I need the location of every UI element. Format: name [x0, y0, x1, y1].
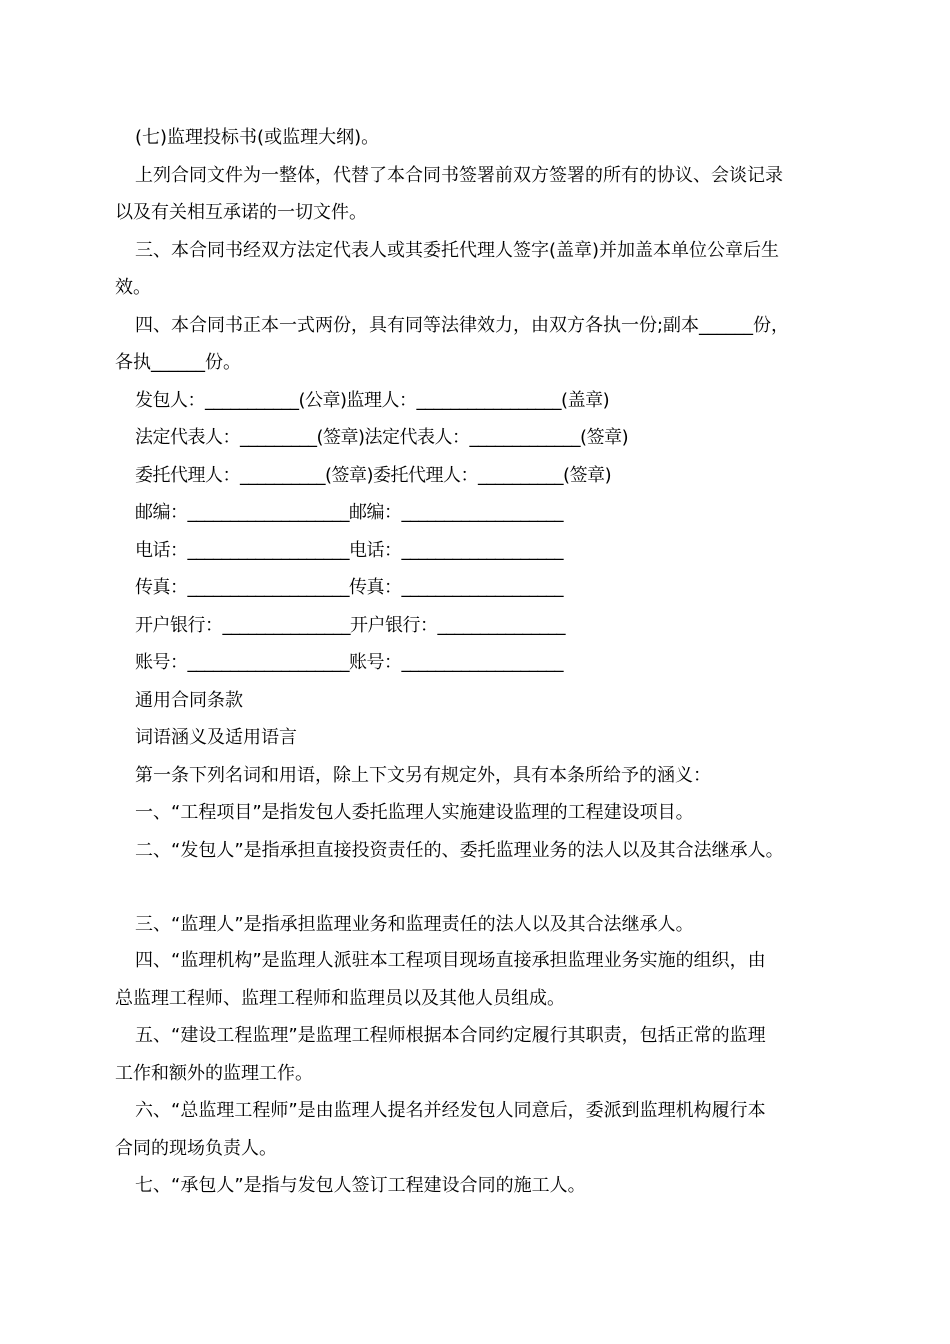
section-heading: 通用合同条款 — [135, 690, 243, 711]
field-line-bank: 开户银行：_______________开户银行：_______________ — [135, 615, 565, 636]
definition-item: 七、“承包人”是指与发包人签订工程建设合同的施工人。 — [135, 1175, 586, 1196]
paragraph-line: 各执______份。 — [115, 352, 241, 373]
paragraph-line: 上列合同文件为一整体，代替了本合同书签署前双方签署的所有的协议、会谈记录 — [135, 165, 783, 186]
field-line-phone: 电话：___________________电话：___________________ — [135, 540, 563, 561]
signature-line-legal-rep: 法定代表人：_________(签章)法定代表人：_____________(签章) — [135, 427, 629, 448]
section-subheading: 词语涵义及适用语言 — [135, 727, 297, 748]
field-line-postcode: 邮编：___________________邮编：___________________ — [135, 502, 563, 523]
field-line-account: 账号：___________________账号：___________________ — [135, 652, 563, 673]
paragraph-line: 四、本合同书正本一式两份，具有同等法律效力，由双方各执一份;副本______份， — [135, 315, 790, 336]
definition-item-continued: 工作和额外的监理工作。 — [115, 1063, 313, 1084]
signature-line-employer: 发包人：___________(公章)监理人：_________________(盖章) — [135, 390, 610, 411]
definition-item-continued: 总监理工程师、监理工程师和监理员以及其他人员组成。 — [115, 988, 565, 1009]
definition-item: 五、“建设工程监理”是监理工程师根据本合同约定履行其职责，包括正常的监理 — [135, 1025, 766, 1046]
definition-item-continued: 合同的现场负责人。 — [115, 1138, 277, 1159]
definition-item: 二、“发包人”是指承担直接投资责任的、委托监理业务的法人以及其合法继承人。 — [135, 840, 784, 861]
paragraph-line: 三、本合同书经双方法定代表人或其委托代理人签字(盖章)并加盖本单位公章后生 — [135, 240, 780, 261]
definition-item: 四、“监理机构”是监理人派驻本工程项目现场直接承担监理业务实施的组织，由 — [135, 950, 766, 971]
definition-item: 一、“工程项目”是指发包人委托监理人实施建设监理的工程建设项目。 — [135, 802, 694, 823]
signature-line-agent: 委托代理人：__________(签章)委托代理人：__________(签章) — [135, 465, 612, 486]
paragraph-line: 效。 — [115, 277, 151, 298]
definition-item: 六、“总监理工程师”是由监理人提名并经发包人同意后，委派到监理机构履行本 — [135, 1100, 766, 1121]
paragraph-line: 以及有关相互承诺的一切文件。 — [115, 202, 367, 223]
article-1-intro: 第一条下列名词和用语，除上下文另有规定外，具有本条所给予的涵义： — [135, 765, 711, 786]
item-7-bid-document: (七)监理投标书(或监理大纲)。 — [135, 127, 380, 148]
definition-item: 三、“监理人”是指承担监理业务和监理责任的法人以及其合法继承人。 — [135, 914, 694, 935]
field-line-fax: 传真：___________________传真：___________________ — [135, 577, 563, 598]
